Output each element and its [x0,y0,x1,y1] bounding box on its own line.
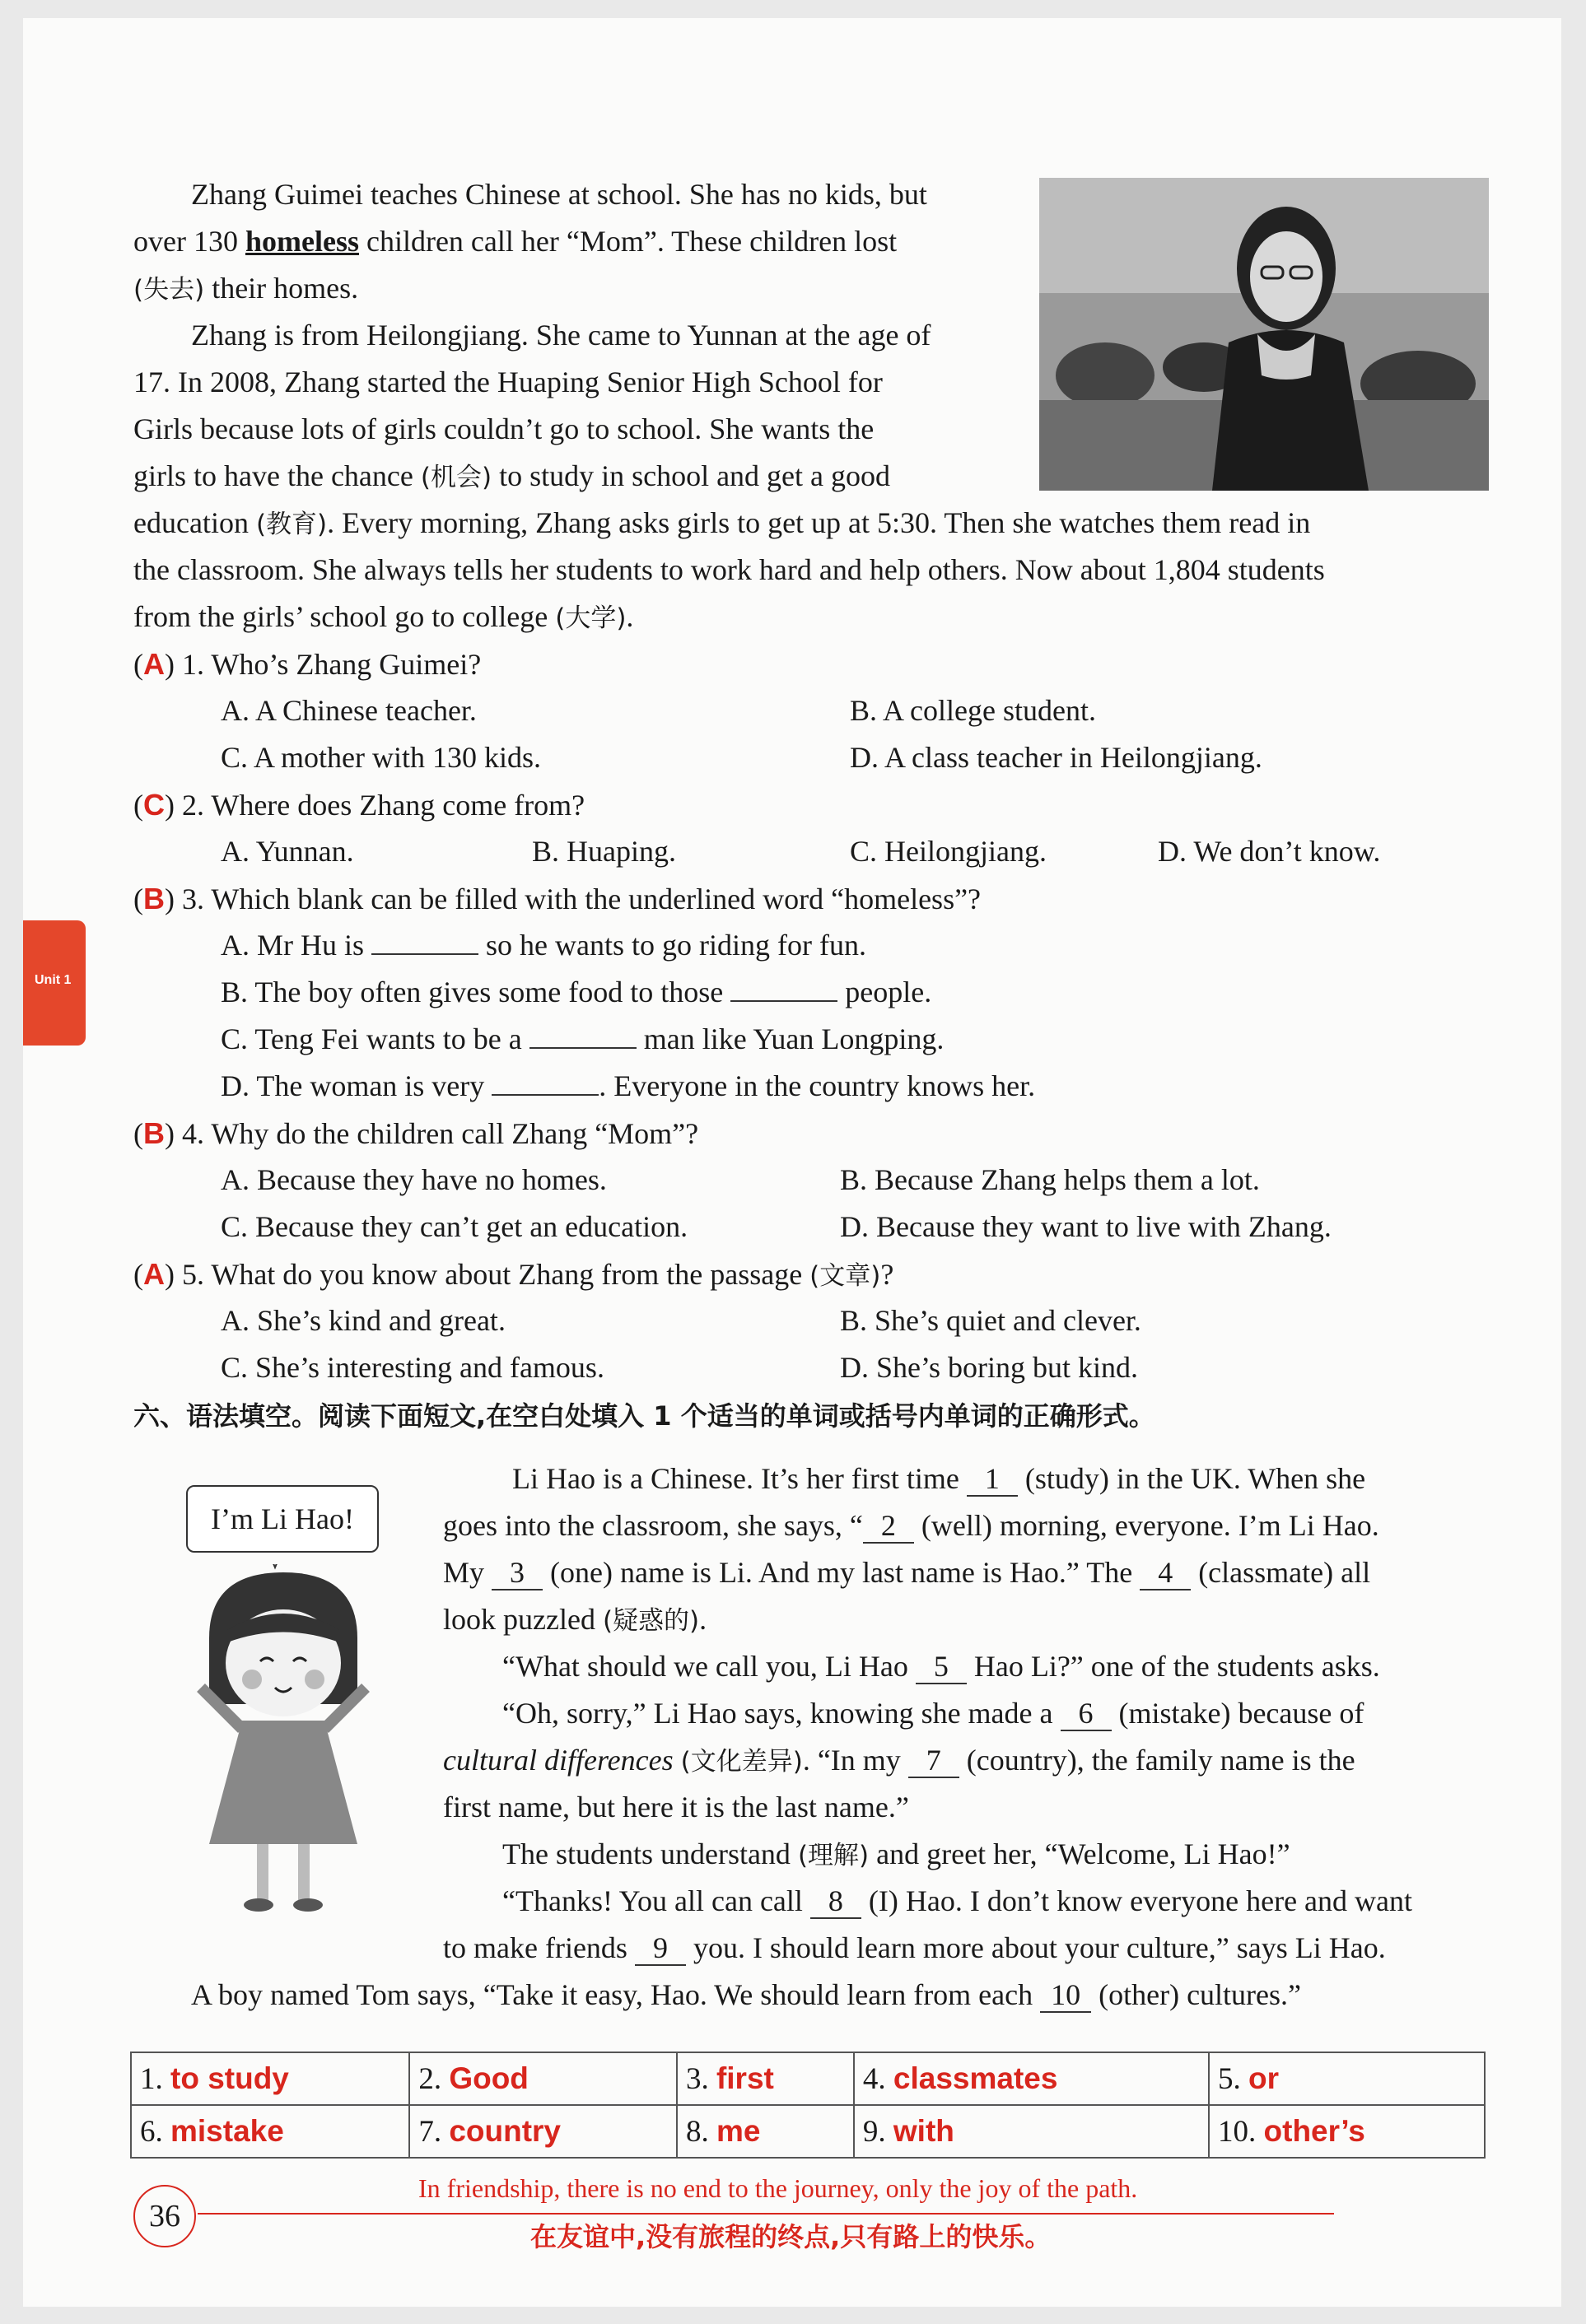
option [221,969,931,1016]
chinese-gloss: (疑惑的) [602,1606,700,1636]
option: A. Yunnan. [221,835,354,868]
text: children call her “Mom”. These children lost [366,225,898,258]
answer-mark: A [143,647,165,681]
text: The students understand [502,1837,798,1870]
blank [492,1069,599,1096]
option: C. Heilongjiang. [850,835,1047,868]
cell-answer: Good [449,2061,529,2095]
text: . “In my [802,1744,901,1777]
text: to make friends [443,1931,627,1964]
cloze-line [443,1737,1355,1786]
text: and greet her, “Welcome, Li Hao!” [869,1837,1290,1870]
passage1-line [133,500,1310,548]
text: A. Mr Hu is [221,929,365,962]
text: D. The woman is very [221,1069,485,1102]
question-3: (B) 3. Which blank can be filled with the underlined word “homeless”? [133,882,982,915]
cell-number: 8. [685,2114,709,2149]
footer-quote-cn: 在友谊中,没有旅程的终点,只有路上的快乐。 [530,2221,1052,2252]
option: D. Because they want to live with Zhang. [840,1210,1332,1243]
text: look puzzled [443,1603,603,1636]
cloze-line [443,1596,707,1645]
gap-10: 10 [1040,1978,1091,2013]
passage1-line [133,265,358,314]
table-row [131,2052,1485,2105]
text: (classmate) all [1198,1556,1371,1589]
page-number: 36 [133,2185,196,2247]
cell-number: 2. [418,2061,442,2096]
chinese-gloss: (大学) [555,603,627,633]
chinese-gloss: (失去) [133,275,205,305]
footer-divider [198,2213,1334,2215]
text: Hao Li?” one of the students asks. [973,1650,1380,1683]
underlined-word-homeless: homeless [245,225,359,258]
text: “Thanks! You all can call [502,1884,803,1917]
passage1-line: Zhang Guimei teaches Chinese at school. She has no kids, but [191,178,927,211]
footer-quote-en: In friendship, there is no end to the journey, only the joy of the path. [418,2173,1138,2203]
cell-number: 1. [140,2061,163,2096]
question-5: (A) 5. What do you know about Zhang from the passage (文章)? [133,1257,894,1291]
option: B. She’s quiet and clever. [840,1304,1141,1337]
cell-number: 6. [140,2114,163,2149]
cell-number: 3. [685,2061,709,2096]
passage1-line [133,453,890,501]
text: education [133,506,249,539]
text: (one) name is Li. And my last name is Hao.” The [550,1556,1133,1589]
question-2: (C) 2. Where does Zhang come from? [133,788,585,822]
text: cultural differences [443,1744,674,1777]
chinese-gloss: (理解) [797,1841,870,1870]
question-text: 5. What do you know about Zhang from the passage [182,1258,803,1291]
cell-answer: me [716,2113,761,2148]
option [221,1016,944,1063]
answer-mark: B [143,882,165,915]
cloze-line [443,1502,1379,1549]
answer-mark: C [143,788,165,822]
cell-number: 10. [1218,2114,1257,2149]
table-row [131,2105,1485,2158]
blank [371,929,478,955]
text: . Everyone in the country knows her. [599,1069,1036,1102]
cloze-line [191,1972,1301,2019]
text: (country), the family name is the [966,1744,1355,1777]
option: A. She’s kind and great. [221,1304,506,1337]
cloze-line [502,1690,1364,1737]
answer-mark: B [143,1116,165,1150]
unit-side-tab [23,920,86,1046]
speech-bubble: I’m Li Hao! [186,1485,379,1553]
option: D. A class teacher in Heilongjiang. [850,741,1262,774]
question-1: (A) 1. Who’s Zhang Guimei? [133,647,482,681]
gap-2: 2 [863,1509,914,1544]
answer-cell [131,2105,409,2158]
girl-illustration [184,1564,382,1926]
gap-3: 3 [492,1556,543,1590]
option: C. Because they can’t get an education. [221,1210,688,1243]
option: B. Because Zhang helps them a lot. [840,1163,1260,1196]
cell-answer: to study [170,2061,289,2095]
gap-5: 5 [916,1650,967,1684]
text: their homes. [212,272,359,305]
cell-answer: country [449,2113,561,2148]
cloze-line: first name, but here it is the last name.” [443,1791,909,1823]
cell-number: 7. [418,2114,442,2149]
passage1-line: 17. In 2008, Zhang started the Huaping Senior High School for [133,366,883,398]
cloze-line [443,1549,1370,1596]
text: Li Hao is a Chinese. It’s her first time [512,1462,959,1495]
text: to study in school and get a good [499,459,891,492]
cell-answer: classmates [893,2061,1058,2095]
question-text: 1. Who’s Zhang Guimei? [182,648,482,681]
text: . [626,600,634,633]
gap-6: 6 [1061,1697,1112,1731]
cloze-line [502,1831,1290,1879]
text: girls to have the chance [133,459,413,492]
cell-answer: other’s [1263,2113,1365,2148]
teacher-photo [1039,178,1489,491]
gap-9: 9 [635,1931,686,1966]
cell-answer: mistake [170,2113,284,2148]
cell-answer: or [1248,2061,1280,2095]
text: so he wants to go riding for fun. [486,929,866,962]
text: My [443,1556,485,1589]
gap-8: 8 [810,1884,861,1919]
gap-7: 7 [908,1744,959,1778]
gap-1: 1 [967,1462,1018,1497]
option: A. Because they have no homes. [221,1163,607,1196]
text: over 130 [133,225,238,258]
option: B. A college student. [850,694,1096,727]
option: A. A Chinese teacher. [221,694,477,727]
passage1-line [133,218,897,265]
chinese-gloss: (文章) [809,1261,881,1291]
section6-heading: 六、语法填空。阅读下面短文,在空白处填入 1 个适当的单词或括号内单词的正确形式。 [133,1400,1155,1432]
cloze-line [443,1925,1386,1972]
option: D. She’s boring but kind. [840,1351,1139,1384]
text: people. [845,976,932,1008]
answer-cell [677,2052,854,2105]
passage1-line: Girls because lots of girls couldn’t go to school. She wants the [133,412,875,445]
chinese-gloss: (文化差异) [680,1747,803,1777]
answer-cell [1209,2052,1485,2105]
text: A boy named Tom says, “Take it easy, Hao. We should learn from each [191,1978,1033,2011]
text: B. The boy often gives some food to those [221,976,724,1008]
text: (study) in the UK. When she [1024,1462,1366,1495]
text: from the girls’ school go to college [133,600,548,633]
option: B. Huaping. [532,835,676,868]
answer-cell [409,2105,677,2158]
answer-cell [409,2052,677,2105]
passage1-line: Zhang is from Heilongjiang. She came to Yunnan at the age of [191,319,931,352]
chinese-gloss: (机会) [420,463,492,492]
cloze-line [502,1878,1412,1925]
passage1-line: the classroom. She always tells her students to work hard and help others. Now about 1,804 students [133,553,1325,586]
text: goes into the classroom, she says, “ [443,1509,863,1542]
answer-cell [1209,2105,1485,2158]
blank [529,1022,637,1049]
blank [730,976,837,1002]
chinese-gloss: (教育) [255,510,328,539]
text: “What should we call you, Li Hao [502,1650,908,1683]
cell-number: 4. [862,2061,886,2096]
answer-cell [854,2105,1209,2158]
text: you. I should learn more about your culture,” says Li Hao. [693,1931,1386,1964]
text: man like Yuan Longping. [643,1022,945,1055]
text: (I) Hao. I don’t know everyone here and want [868,1884,1412,1917]
text: C. Teng Fei wants to be a [221,1022,522,1055]
text: (other) cultures.” [1099,1978,1302,2011]
text: (well) morning, everyone. I’m Li Hao. [921,1509,1379,1542]
cell-number: 5. [1218,2061,1241,2096]
question-text: 2. Where does Zhang come from? [182,789,585,822]
cloze-line [502,1643,1380,1690]
option [221,1063,1035,1110]
passage1-line [133,594,633,642]
text: . [699,1603,707,1636]
cloze-line [512,1455,1365,1502]
answer-mark: A [143,1257,165,1291]
answer-table [130,2052,1486,2159]
question-4: (B) 4. Why do the children call Zhang “Mom”? [133,1116,699,1150]
option: C. She’s interesting and famous. [221,1351,604,1384]
cell-number: 9. [862,2114,886,2149]
text: (mistake) because of [1118,1697,1364,1730]
text: ? [880,1258,894,1291]
answer-cell [854,2052,1209,2105]
unit-tab-label: Unit 1 [35,973,72,987]
option: D. We don’t know. [1158,835,1381,868]
option: C. A mother with 130 kids. [221,741,542,774]
cell-answer: first [716,2061,774,2095]
answer-cell [131,2052,409,2105]
question-text: 3. Which blank can be filled with the underlined word “homeless”? [182,883,982,915]
gap-4: 4 [1140,1556,1191,1590]
text: . Every morning, Zhang asks girls to get up at 5:30. Then she watches them read in [327,506,1311,539]
cell-answer: with [893,2113,954,2148]
option [221,922,866,969]
question-text: 4. Why do the children call Zhang “Mom”? [182,1117,699,1150]
text: “Oh, sorry,” Li Hao says, knowing she made a [502,1697,1053,1730]
answer-cell [677,2105,854,2158]
